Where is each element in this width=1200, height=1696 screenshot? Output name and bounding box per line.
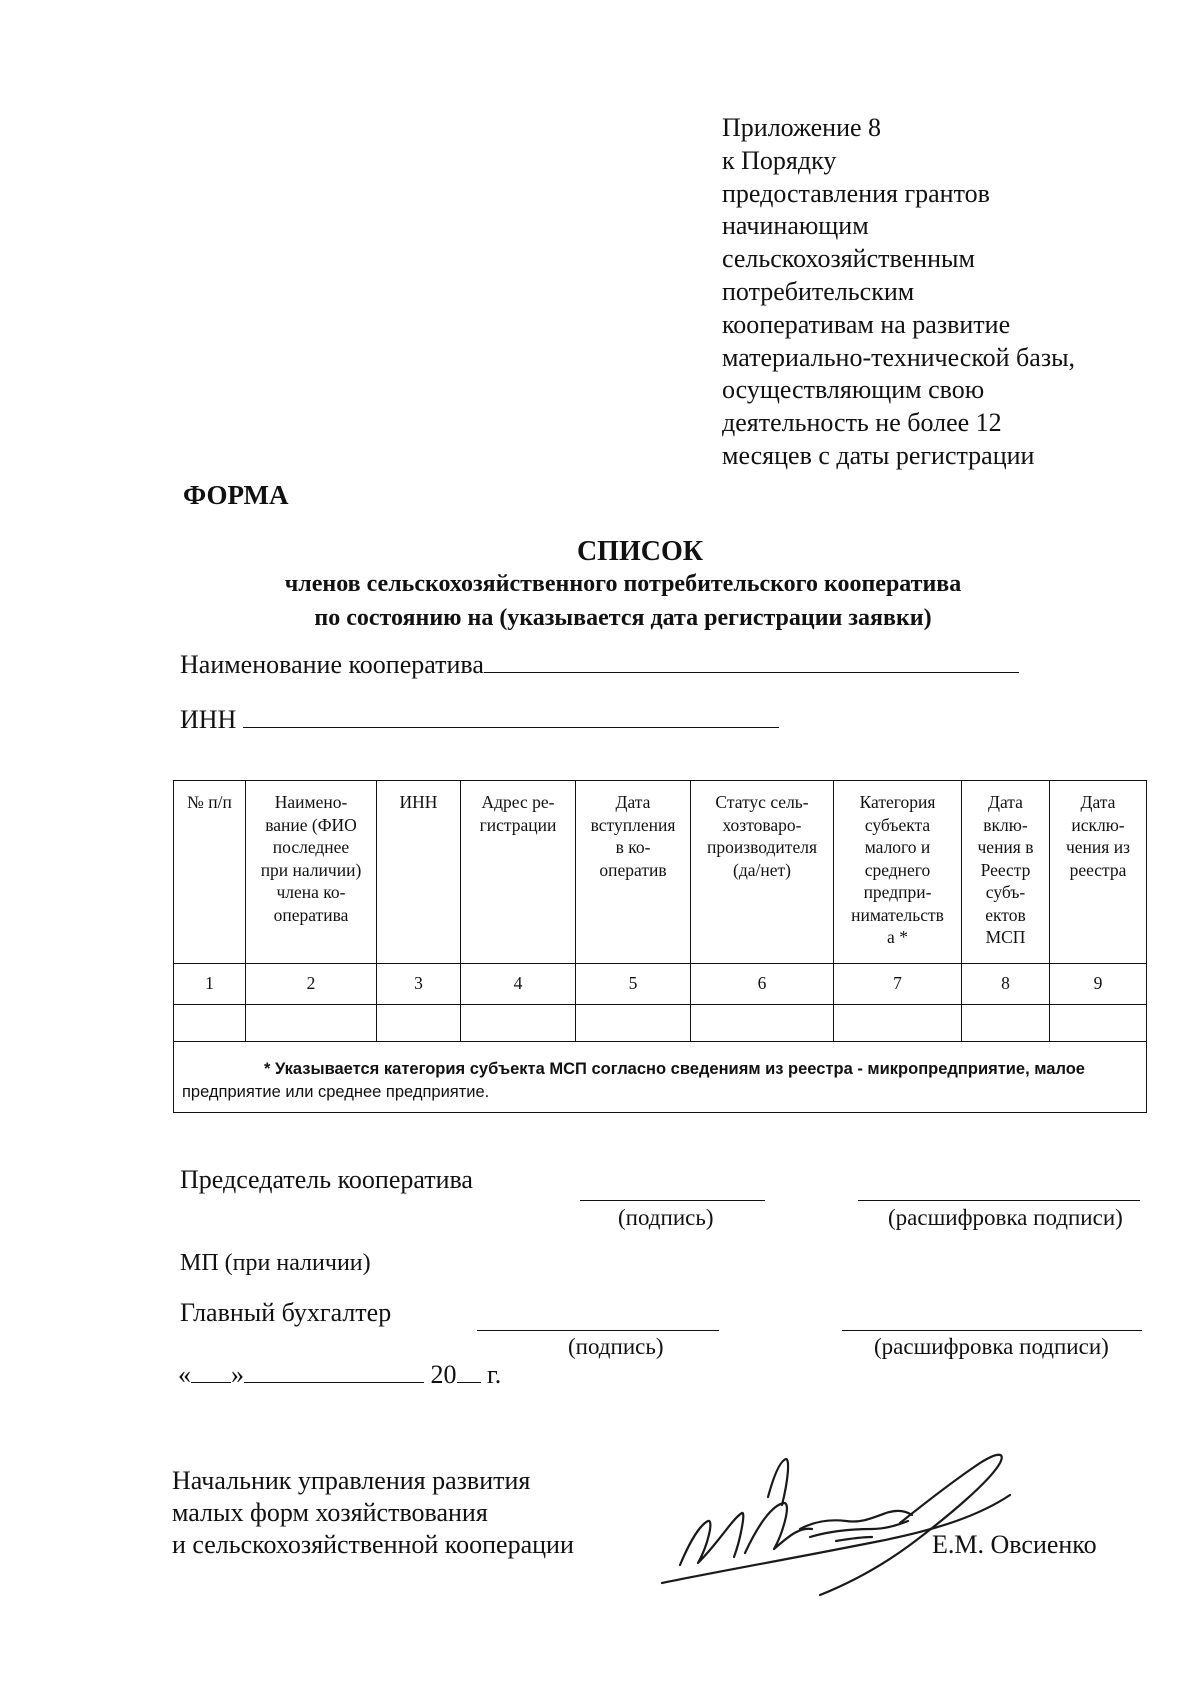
appendix-line: кооперативам на развитие bbox=[722, 309, 1011, 339]
coop-name-field bbox=[180, 650, 1019, 680]
footnote bbox=[174, 1042, 1147, 1113]
empty-cell[interactable] bbox=[962, 1005, 1050, 1042]
inn-label: ИНН bbox=[180, 705, 237, 734]
empty-cell[interactable] bbox=[576, 1005, 691, 1042]
inn-field bbox=[180, 705, 779, 735]
empty-cell[interactable] bbox=[1050, 1005, 1147, 1042]
form-label: ФОРМА bbox=[183, 480, 289, 510]
accountant-decoding-line[interactable] bbox=[842, 1330, 1142, 1331]
appendix-line: Приложение 8 bbox=[722, 113, 882, 142]
date-year-line[interactable] bbox=[457, 1382, 481, 1383]
date-year-prefix: 20 bbox=[430, 1360, 457, 1389]
column-number: 4 bbox=[461, 964, 576, 1005]
accountant-signature-line[interactable] bbox=[477, 1330, 719, 1331]
appendix-header bbox=[722, 112, 1182, 473]
header-cell: Дата исклю- чения из реестра bbox=[1050, 781, 1147, 964]
date-close-quote: » bbox=[231, 1360, 244, 1389]
column-number: 2 bbox=[246, 964, 377, 1005]
appendix-line: месяцев с даты регистрации bbox=[722, 440, 1035, 470]
column-number: 7 bbox=[834, 964, 962, 1005]
header-cell: № п/п bbox=[174, 781, 246, 964]
column-number-row bbox=[174, 964, 1147, 1005]
appendix-line: осуществляющим свою bbox=[722, 375, 985, 405]
header-cell: Дата вступления в ко- оператив bbox=[576, 781, 691, 964]
header-cell: Статус сель- хозтоваро- производителя (да/нет) bbox=[691, 781, 834, 964]
empty-cell[interactable] bbox=[834, 1005, 962, 1042]
date-day-line[interactable] bbox=[191, 1382, 231, 1383]
table-header-row bbox=[174, 781, 1147, 964]
appendix-line: сельскохозяйственным bbox=[722, 244, 975, 274]
stamp-label: МП (при наличии) bbox=[180, 1250, 371, 1276]
header-cell: Дата вклю- чения в Реестр субъ- ектов МСП bbox=[962, 781, 1050, 964]
signer-position-line: и сельскохозяйственной кооперации bbox=[172, 1530, 574, 1559]
appendix-line: начинающим bbox=[722, 211, 869, 241]
accountant-decoding-caption: (расшифровка подписи) bbox=[874, 1334, 1109, 1359]
chairman-decoding-line[interactable] bbox=[858, 1200, 1140, 1201]
accountant-signature-caption: (подпись) bbox=[568, 1334, 664, 1359]
date-open-quote: « bbox=[178, 1360, 191, 1389]
chairman-decoding-caption: (расшифровка подписи) bbox=[888, 1205, 1123, 1230]
signer-position-line: малых форм хозяйствования bbox=[172, 1498, 488, 1527]
column-number: 9 bbox=[1050, 964, 1147, 1005]
appendix-line: предоставления грантов bbox=[722, 178, 990, 208]
appendix-line: потребительским bbox=[722, 276, 915, 306]
coop-name-input-line[interactable] bbox=[484, 672, 1019, 673]
header-cell: Адрес ре- гистрации bbox=[461, 781, 576, 964]
empty-cell[interactable] bbox=[461, 1005, 576, 1042]
empty-cell[interactable] bbox=[691, 1005, 834, 1042]
empty-cell[interactable] bbox=[377, 1005, 461, 1042]
handwritten-signature bbox=[650, 1445, 1040, 1605]
chairman-label: Председатель кооператива bbox=[180, 1165, 473, 1194]
signer-position bbox=[172, 1465, 574, 1561]
document-subtitle-date: по состоянию на (указывается дата регистрации заявки) bbox=[314, 605, 932, 631]
date-year-suffix: г. bbox=[487, 1360, 502, 1389]
appendix-line: деятельность не более 12 bbox=[722, 408, 1002, 438]
chairman-signature-line[interactable] bbox=[580, 1200, 765, 1201]
document-subtitle: членов сельскохозяйственного потребительского кооператива bbox=[284, 571, 962, 597]
table-row bbox=[174, 1005, 1147, 1042]
signer-name: Е.М. Овсиенко bbox=[932, 1530, 1097, 1559]
header-cell: Наимено- вание (ФИО последнее при наличии) члена ко- оператива bbox=[246, 781, 377, 964]
column-number: 3 bbox=[377, 964, 461, 1005]
date-field bbox=[178, 1360, 501, 1390]
header-cell: Категория субъекта малого и среднего предпри- нимательств а * bbox=[834, 781, 962, 964]
footnote-row bbox=[174, 1042, 1147, 1113]
empty-cell[interactable] bbox=[174, 1005, 246, 1042]
column-number: 5 bbox=[576, 964, 691, 1005]
coop-name-label: Наименование кооператива bbox=[180, 650, 484, 679]
accountant-label: Главный бухгалтер bbox=[180, 1298, 392, 1327]
column-number: 6 bbox=[691, 964, 834, 1005]
appendix-line: к Порядку bbox=[722, 145, 837, 175]
appendix-line: материально-технической базы, bbox=[722, 342, 1076, 372]
members-table bbox=[173, 780, 1147, 1113]
column-number: 1 bbox=[174, 964, 246, 1005]
footnote-main: * Указывается категория субъекта МСП согласно сведениям из реестра - микропредприятие, малое bbox=[264, 1060, 1085, 1078]
signer-position-line: Начальник управления развития bbox=[172, 1466, 531, 1495]
inn-input-line[interactable] bbox=[243, 727, 779, 728]
empty-cell[interactable] bbox=[246, 1005, 377, 1042]
header-cell: ИНН bbox=[377, 781, 461, 964]
chairman-signature-caption: (подпись) bbox=[618, 1205, 714, 1230]
document-title: СПИСОК bbox=[576, 536, 704, 567]
column-number: 8 bbox=[962, 964, 1050, 1005]
date-month-line[interactable] bbox=[244, 1382, 424, 1383]
footnote-continuation: предприятие или среднее предприятие. bbox=[182, 1083, 490, 1101]
